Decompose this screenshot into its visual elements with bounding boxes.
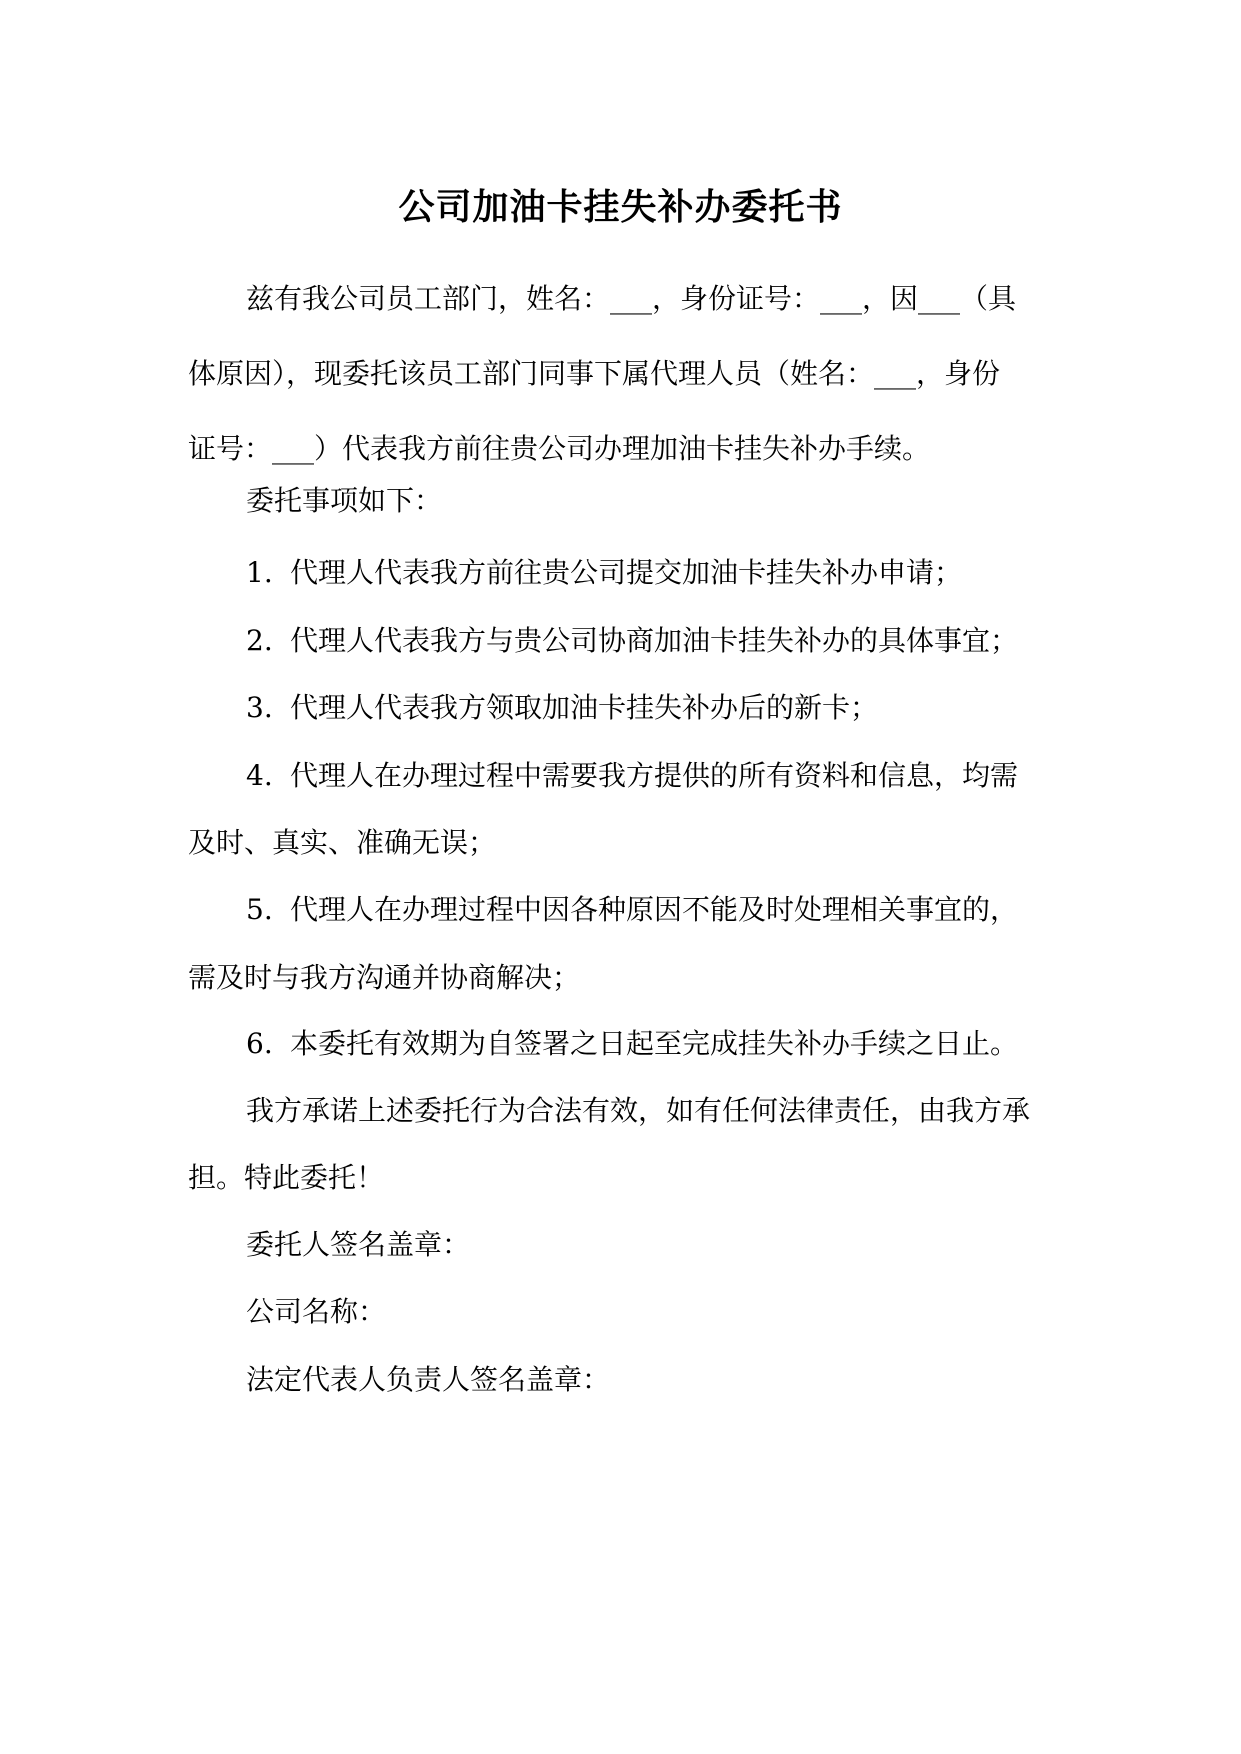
list-item-number: 5. [246,893,273,926]
list-item-text: 代理人代表我方前往贵公司提交加油卡挂失补办申请； [290,556,963,589]
list-item-text: 本委托有效期为自签署之日起至完成挂失补办手续之日止。 [290,1027,1019,1060]
list-item-text: 代理人代表我方与贵公司协商加油卡挂失补办的具体事宜； [290,624,1019,657]
commitment-paragraph [188,1073,1068,1215]
list-item [188,738,1068,880]
signature-label [188,1207,1068,1282]
list-item-text: 代理人在办理过程中因各种原因不能及时处理相关事宜的， [290,893,1019,926]
list-item [188,872,1068,1015]
items-heading [188,463,1068,538]
list-item-number: 2. [246,624,273,657]
list-item-number: 1. [246,556,273,589]
commitment-line-2: 担。特此委托！ [188,1161,385,1194]
list-item-line-1 [188,738,1068,813]
signature-label-text: 委托人签名盖章： [246,1228,471,1261]
list-item-line-1 [188,670,1068,745]
list-item [188,535,1068,610]
intro-line-1: 兹有我公司员工部门，姓名：___，身份证号：___，因___（具 [246,282,1017,315]
list-item-number: 3. [246,691,273,724]
intro-paragraph [188,261,1068,486]
legal-representative-label [188,1342,1068,1417]
list-item [188,1006,1068,1081]
commitment-line-1: 我方承诺上述委托行为合法有效，如有任何法律责任，由我方承 [246,1094,1031,1127]
list-item [188,670,1068,745]
company-name-label [188,1274,1068,1349]
list-item-line-1 [188,535,1068,610]
list-item-line-1 [188,603,1068,678]
list-item [188,603,1068,678]
list-item-number: 6. [246,1027,273,1060]
list-item-line-1 [188,872,1068,947]
list-item-text: 代理人代表我方领取加油卡挂失补办后的新卡； [290,691,879,724]
list-item-number: 4. [246,759,273,792]
company-name-label-text: 公司名称： [246,1295,387,1328]
legal-representative-label-text: 法定代表人负责人签名盖章： [246,1363,611,1396]
list-item-text: 代理人在办理过程中需要我方提供的所有资料和信息，均需 [290,759,1019,792]
intro-line-2: 体原因），现委托该员工部门同事下属代理人员（姓名：___，身份 [188,357,1001,390]
intro-line-3: 证号：___）代表我方前往贵公司办理加油卡挂失补办手续。 [188,432,931,465]
items-heading-text: 委托事项如下： [246,484,443,517]
list-item-line-2: 需及时与我方沟通并协商解决； [188,961,581,994]
document-title: 公司加油卡挂失补办委托书 [398,187,843,228]
list-item-line-1 [188,1006,1068,1081]
list-item-line-2: 及时、真实、准确无误； [188,826,497,859]
